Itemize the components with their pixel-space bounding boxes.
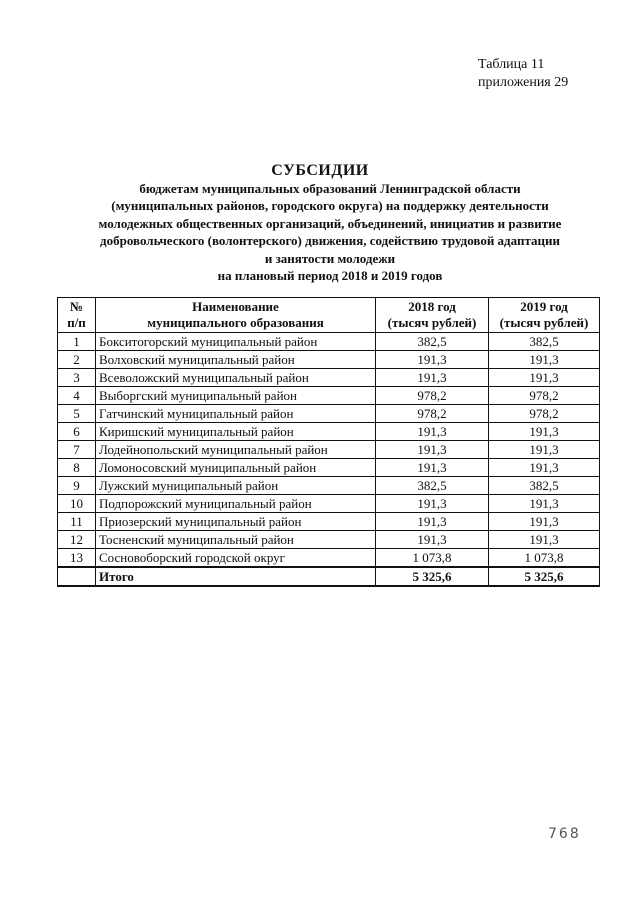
row-num: 3 — [58, 369, 96, 387]
header-2018 — [376, 298, 489, 333]
table-row — [58, 441, 600, 459]
table-row — [58, 369, 600, 387]
row-num: 11 — [58, 513, 96, 531]
header-2019-line2: (тысяч рублей) — [499, 315, 589, 330]
row-2018: 191,3 — [376, 459, 489, 477]
subtitle-line: молодежных общественных организаций, объединений, инициатив и развитие — [98, 215, 562, 231]
row-2019: 191,3 — [489, 351, 600, 369]
table-reference-line1: Таблица 11 — [478, 57, 545, 72]
row-num: 9 — [58, 477, 96, 495]
header-2018-line1: 2018 год — [408, 299, 456, 314]
row-name: Выборгский муниципальный район — [96, 387, 376, 405]
table-reference — [478, 56, 568, 92]
table-reference-line2: приложения 29 — [478, 75, 569, 90]
row-2018: 191,3 — [376, 351, 489, 369]
row-num: 1 — [58, 333, 96, 351]
row-name: Тосненский муниципальный район — [96, 531, 376, 549]
subsidies-table — [57, 297, 600, 587]
header-name — [96, 298, 376, 333]
row-num: 12 — [58, 531, 96, 549]
document-title: СУБСИДИИ — [271, 162, 369, 179]
table-row — [58, 477, 600, 495]
row-2018: 191,3 — [376, 423, 489, 441]
table-header-row — [58, 298, 600, 333]
row-name: Лодейнопольский муниципальный район — [96, 441, 376, 459]
row-2018: 978,2 — [376, 405, 489, 423]
row-num: 13 — [58, 549, 96, 568]
row-num: 7 — [58, 441, 96, 459]
header-name-line2: муниципального образования — [147, 315, 324, 330]
row-num: 8 — [58, 459, 96, 477]
table-row — [58, 513, 600, 531]
row-name: Волховский муниципальный район — [96, 351, 376, 369]
row-2019: 191,3 — [489, 513, 600, 531]
row-2019: 191,3 — [489, 369, 600, 387]
row-num: 5 — [58, 405, 96, 423]
total-2018: 5 325,6 — [376, 567, 489, 586]
table-row — [58, 387, 600, 405]
page-number: 768 — [548, 826, 581, 842]
row-name: Подпорожский муниципальный район — [96, 495, 376, 513]
row-name: Киришский муниципальный район — [96, 423, 376, 441]
row-2019: 382,5 — [489, 333, 600, 351]
row-name: Сосновоборский городской округ — [96, 549, 376, 568]
row-2018: 191,3 — [376, 531, 489, 549]
row-name: Бокситогорский муниципальный район — [96, 333, 376, 351]
header-2019 — [489, 298, 600, 333]
subtitle-line: добровольческого (волонтерского) движения, содействию трудовой адаптации — [100, 233, 560, 249]
row-2019: 382,5 — [489, 477, 600, 495]
row-2018: 191,3 — [376, 369, 489, 387]
row-2018: 382,5 — [376, 477, 489, 495]
table-row — [58, 495, 600, 513]
row-2018: 191,3 — [376, 495, 489, 513]
row-2019: 191,3 — [489, 531, 600, 549]
table-row — [58, 423, 600, 441]
row-2019: 191,3 — [489, 441, 600, 459]
row-num: 10 — [58, 495, 96, 513]
row-2018: 978,2 — [376, 387, 489, 405]
table-row — [58, 531, 600, 549]
row-name: Ломоносовский муниципальный район — [96, 459, 376, 477]
row-2019: 1 073,8 — [489, 549, 600, 568]
total-label: Итого — [96, 567, 376, 586]
row-name: Гатчинский муниципальный район — [96, 405, 376, 423]
row-num: 6 — [58, 423, 96, 441]
subtitle-line: и занятости молодежи — [264, 250, 396, 266]
row-2018: 382,5 — [376, 333, 489, 351]
header-num — [58, 298, 96, 333]
document-subtitle — [50, 180, 610, 284]
header-name-line1: Наименование — [192, 299, 279, 314]
header-num-line1: № — [69, 299, 84, 314]
table-row — [58, 405, 600, 423]
header-num-line2: п/п — [67, 315, 86, 330]
subtitle-line: (муниципальных районов, городского округа) на поддержку деятельности — [111, 198, 549, 214]
subtitle-line: бюджетам муниципальных образований Ленинградской области — [139, 181, 521, 196]
table-row — [58, 351, 600, 369]
row-2018: 191,3 — [376, 441, 489, 459]
total-2019: 5 325,6 — [489, 567, 600, 586]
table-row — [58, 333, 600, 351]
row-2019: 191,3 — [489, 495, 600, 513]
row-2019: 978,2 — [489, 405, 600, 423]
header-2018-line2: (тысяч рублей) — [387, 315, 477, 330]
row-2018: 191,3 — [376, 513, 489, 531]
row-num: 2 — [58, 351, 96, 369]
table-row — [58, 459, 600, 477]
table-row — [58, 549, 600, 568]
row-2019: 191,3 — [489, 459, 600, 477]
row-name: Приозерский муниципальный район — [96, 513, 376, 531]
total-num-cell — [58, 567, 96, 586]
row-name: Всеволожский муниципальный район — [96, 369, 376, 387]
row-2018: 1 073,8 — [376, 549, 489, 568]
subtitle-line: на плановый период 2018 и 2019 годов — [217, 268, 443, 284]
row-2019: 978,2 — [489, 387, 600, 405]
row-2019: 191,3 — [489, 423, 600, 441]
total-row — [58, 567, 600, 586]
row-name: Лужский муниципальный район — [96, 477, 376, 495]
row-num: 4 — [58, 387, 96, 405]
header-2019-line1: 2019 год — [520, 299, 568, 314]
